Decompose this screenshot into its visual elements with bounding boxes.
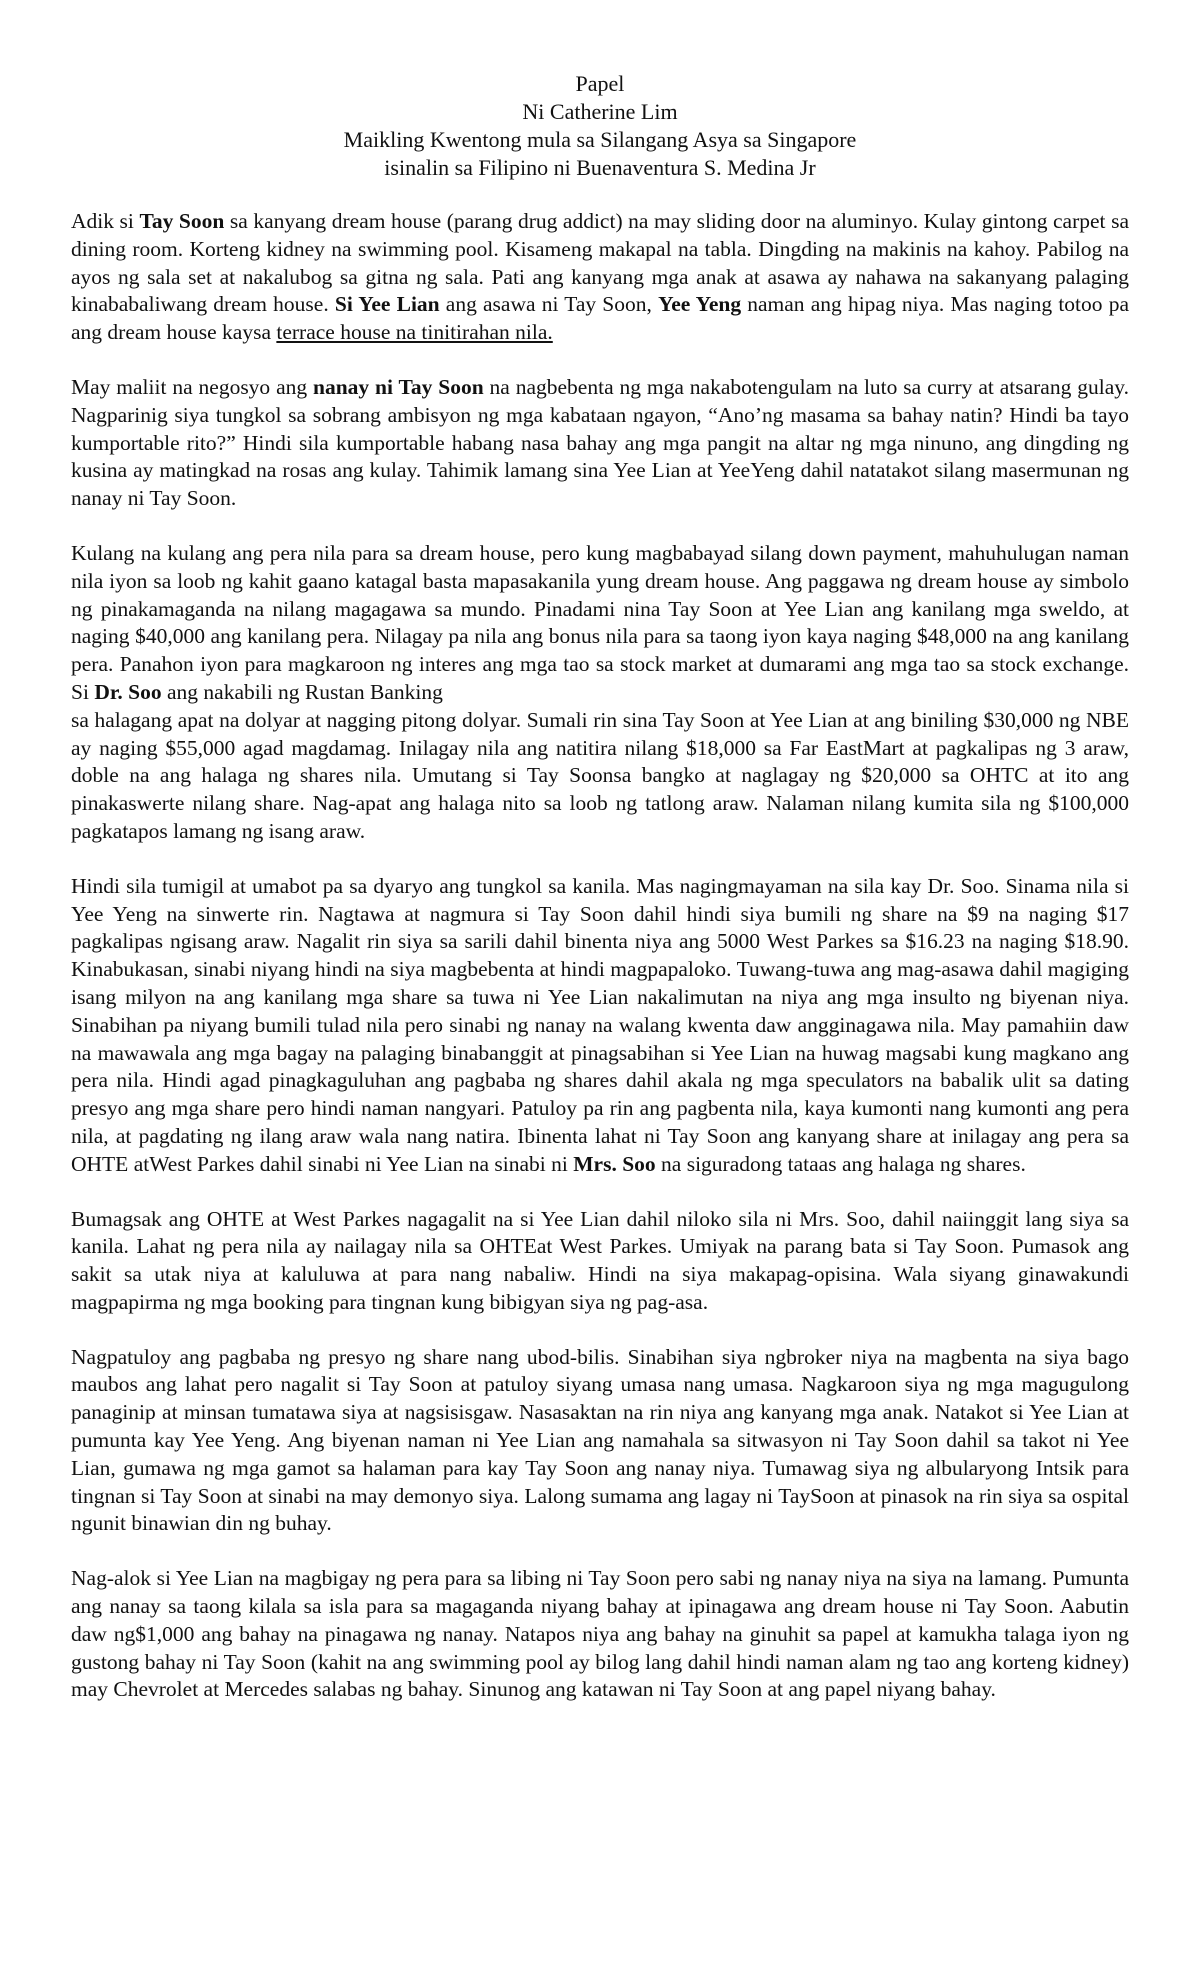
paragraph-3 (71, 540, 1129, 846)
bold-name-mrs-soo: Mrs. Soo (573, 1151, 656, 1176)
bold-name-yee-yeng: Yee Yeng (658, 292, 742, 317)
story-author: Ni Catherine Lim (522, 99, 678, 124)
story-title: Papel (575, 71, 625, 96)
story-genre: Maikling Kwentong mula sa Silangang Asya sa Singapore (343, 127, 857, 152)
document-page (71, 70, 1129, 1731)
paragraph-1 (71, 208, 1129, 347)
bold-name-nanay: nanay ni Tay Soon (313, 374, 484, 399)
text-run: May maliit na negosyo ang (71, 374, 313, 399)
text-run: Nag-alok si Yee Lian na magbigay ng pera para sa libing ni Tay Soon pero sabi ng nanay niya na siya na lamang. Pumunta ang nanay sa taong kilala sa isla para sa magaganda niyang bahay at ipinagawa ang dream house ni Tay Soon. Aabutin daw ng$1,000 ang bahay na pinagawa ng nanay. Natapos niya ang bahay na ginuhit sa papel at kamukha talaga iyon ng gustong bahay ni Tay Soon (kahit na ang swimming pool ay bilog lang dahil hindi naman alam ng tao ang korteng kidney) may Chevrolet at Mercedes salabas ng bahay. Sinunog ang katawan ni Tay Soon at ang papel niyang bahay. (71, 1566, 1129, 1702)
document-header (71, 70, 1129, 182)
text-run: sa kanyang dream house (parang drug addict) na may sliding door na aluminyo. Kulay gintong carpet sa dining room. Korteng kidney na swimming pool. Kisameng makapal na tabla. Dingding na makinis na kahoy. Pabilog na ayos ng sala set at nakalubog sa gitna ng sala. Pati ang kanyang mga anak at asawa ay nahawa na sakanyang palaging kinababaliwang dream house. (71, 209, 1129, 317)
text-run: sa halagang apat na dolyar at nagging pitong dolyar. Sumali rin sina Tay Soon at Yee Lian at ang biniling $30,000 ng NBE ay naging $55,000 agad magdamag. Inilagay nila ang natitira nilang $18,000 sa Far EastMart at pagkalipas ng 3 araw, doble na ang halaga ng shares nila. Umutang si Tay Soonsa bangko at naglagay ng $20,000 sa OHTC at ito ang pinakaswerte nilang share. Nag-apat ang halaga nito sa loob ng tatlong araw. Nalaman nilang kumita sila ng $100,000 pagkatapos lamang ng isang araw. (71, 707, 1129, 843)
text-run: Adik si (71, 209, 140, 233)
paragraph-4 (71, 873, 1129, 1179)
underlined-phrase: terrace house na tinitirahan nila. (276, 320, 553, 345)
story-translator: isinalin sa Filipino ni Buenaventura S. Medina Jr (384, 155, 816, 180)
text-run: naman ang hipag niya. Mas naging totoo pa ang dream house kaysa (71, 292, 1130, 345)
text-run: Bumagsak ang OHTE at West Parkes nagagalit na si Yee Lian dahil niloko sila ni Mrs. Soo, dahil naiinggit lang siya sa kanila. Lahat ng pera nila ay nailagay nila sa OHTEat West Parkes. Umiyak na parang bata si Tay Soon. Pumasok ang sakit sa utak niya at kaluluwa at para nang nabaliw. Hindi na siya makapag-opisina. Wala siyang ginawakundi magpapirma ng mga booking para tingnan kung bibigyan siya ng pag-asa. (71, 1206, 1129, 1314)
paragraph-7 (71, 1565, 1129, 1704)
text-run: ang nakabili ng Rustan Banking (161, 679, 443, 704)
text-run: Hindi sila tumigil at umabot pa sa dyaryo ang tungkol sa kanila. Mas nagingmayaman na sila kay Dr. Soo. Sinama nila si Yee Yeng na sinwerte rin. Nagtawa at nagmura si Tay Soon dahil hindi siya bumili ng share na $9 na naging $17 pagkalipas ngisang araw. Nagalit rin siya sa sarili dahil binenta niya ang 5000 West Parkes sa $16.23 na naging $18.90. Kinabukasan, sinabi niyang hindi na siya magbebenta at hindi magpapaloko. Tuwang-tuwa ang mag-asawa dahil magiging isang milyon na ang kanilang mga share sa tuwa ni Yee Lian nakalimutan na niya ang mga insulto ng biyenan niya. Sinabihan pa niyang bumili tulad nila pero sinabi ng nanay na walang kwenta daw angginagawa nila. May pamahiin daw na mawawala ang mga bagay na palaging binabanggit at pinagsabihan si Yee Lian na huwag magsabi kung magkano ang pera nila. Hindi agad pinagkaguluhan ang pagbaba ng shares dahil akala ng mga speculators na babalik ulit sa dating presyo ang mga share pero hindi naman nangyari. Patuloy pa rin ang pagbenta nila, kaya kumonti nang kumonti ang pera nila, at pagdating ng ilang araw wala nang natira. Ibinenta lahat ni Tay Soon ang kanyang share at inilagay ang pera sa OHTE atWest Parkes dahil sinabi ni Yee Lian na sinabi ni (71, 873, 1129, 1176)
paragraph-2 (71, 374, 1129, 513)
paragraph-6 (71, 1344, 1129, 1539)
bold-name-tay-soon: Tay Soon (139, 209, 225, 233)
text-run: na nagbebenta ng mga nakabotengulam na luto sa curry at atsarang gulay. Nagparinig siya tungkol sa sobrang ambisyon ng mga kabataan ngayon, “Ano’ng masama sa bahay natin? Hindi ba tayo kumportable rito?” Hindi sila kumportable habang nasa bahay ang mga pangit na altar ng mga ninuno, ang dingding ng kusina ay matingkad na rosas ang kulay. Tahimik lamang sina Yee Lian at YeeYeng dahil natatakot silang masermunan ng nanay ni Tay Soon. (71, 374, 1129, 511)
bold-name-yee-lian: Si Yee Lian (334, 292, 440, 317)
text-run: Nagpatuloy ang pagbaba ng presyo ng share nang ubod-bilis. Sinabihan siya ngbroker niya na magbenta na siya bago maubos ang lahat pero nagalit si Tay Soon at patuloy siyang umasa nang umasa. Nagkaroon siya ng mga magugulong panaginip at minsan tumatawa siya at nagsisisgaw. Nasasaktan na rin niya ang kanyang mga anak. Natakot si Yee Lian at pumunta kay Yee Yeng. Ang biyenan naman ni Yee Lian ang namahala sa sitwasyon ni Tay Soon dahil sa takot ni Yee Lian, gumawa ng mga gamot sa halaman para kay Tay Soon ang nanay niya. Tumawag siya ng albularyong Intsik para tingnan si Tay Soon at sinabi na may demonyo siya. Lalong sumama ang lagay ni TaySoon at pinasok na rin siya sa ospital ngunit binawian din ng buhay. (71, 1344, 1129, 1536)
text-run: Kulang na kulang ang pera nila para sa dream house, pero kung magbabayad silang down payment, mahuhulugan naman nila iyon sa loob ng kahit gaano katagal basta mapasakanila yung dream house. Ang paggawa ng dream house ay simbolo ng pinakamaganda na nilang magagawa sa mundo. Pinadami nina Tay Soon at Yee Lian ang kanilang mga sweldo, at naging $40,000 ang kanilang pera. Nilagay pa nila ang bonus nila para sa taong iyon kaya naging $48,000 na ang kanilang pera. Panahon iyon para magkaroon ng interes ang mga tao sa stock market at dumarami ang mga tao sa stock exchange. Si (71, 540, 1129, 704)
text-run: ang asawa ni Tay Soon, (439, 292, 659, 317)
text-run: na siguradong tataas ang halaga ng shares. (655, 1151, 1026, 1176)
bold-name-dr-soo: Dr. Soo (94, 679, 162, 704)
paragraph-5 (71, 1206, 1129, 1317)
